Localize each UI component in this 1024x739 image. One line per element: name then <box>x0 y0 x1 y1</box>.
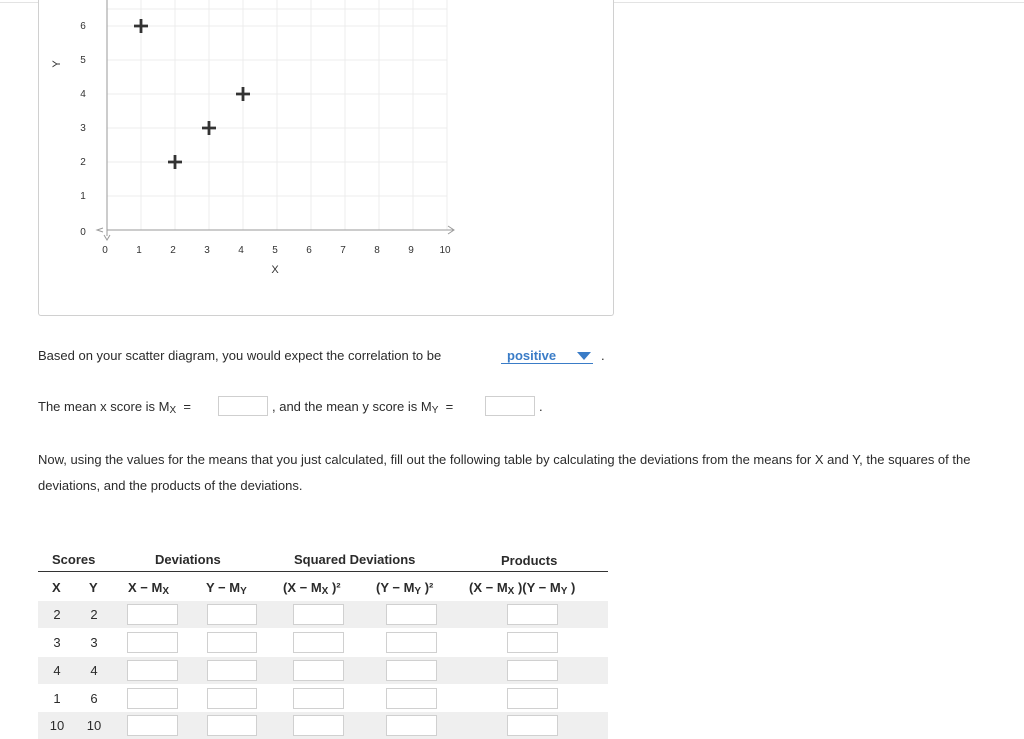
mean-x-label: The mean x score is $M_X$ = <box>38 399 191 416</box>
chevron-down-icon <box>577 352 591 360</box>
x-tick-label: 6 <box>306 245 312 256</box>
x-tick-label: 3 <box>204 245 210 256</box>
col-y-squared-header: ($Y - M_Y$ )² <box>376 580 434 597</box>
y-tick-label: 1 <box>80 191 86 202</box>
correlation-selected-value: positive <box>507 348 557 363</box>
x-deviation-input[interactable] <box>127 632 178 653</box>
y-squared-input[interactable] <box>386 688 437 709</box>
mean-period: . <box>539 399 543 414</box>
y-score-cell: 2 <box>90 607 98 622</box>
x-deviation-input[interactable] <box>127 715 178 736</box>
scatter-panel <box>38 0 614 316</box>
x-score-cell: 2 <box>53 607 61 622</box>
x-score-cell: 1 <box>53 691 61 706</box>
x-score-cell: 3 <box>53 635 61 650</box>
y-squared-input[interactable] <box>386 632 437 653</box>
deviations-header: Deviations <box>155 552 221 567</box>
col-products-header: ($X - M_X$ )($Y - M_Y$ ) <box>469 580 576 597</box>
y-score-cell: 4 <box>90 663 98 678</box>
table-instructions: Now, using the values for the means that you just calculated, fill out the following table by calculating the deviations from the means for X and Y, the squares of the deviations, and the products of the deviations. <box>38 452 971 493</box>
x-tick-label: 5 <box>272 245 278 256</box>
x-squared-input[interactable] <box>293 660 344 681</box>
y-squared-input[interactable] <box>386 660 437 681</box>
product-input[interactable] <box>507 632 558 653</box>
product-input[interactable] <box>507 715 558 736</box>
y-tick-label: 4 <box>80 89 86 100</box>
scatter-plot <box>39 0 613 314</box>
x-deviation-input[interactable] <box>127 604 178 625</box>
header-rule <box>38 571 608 572</box>
x-squared-input[interactable] <box>293 688 344 709</box>
y-score-cell: 10 <box>86 718 102 733</box>
y-deviation-input[interactable] <box>207 715 257 736</box>
y-deviation-input[interactable] <box>207 688 257 709</box>
y-deviation-input[interactable] <box>207 604 257 625</box>
x-score-cell: 10 <box>49 718 65 733</box>
y-score-cell: 3 <box>90 635 98 650</box>
mean-y-label: , and the mean y score is $M_Y$ = <box>272 399 454 416</box>
y-tick-label: 6 <box>80 21 86 32</box>
y-squared-input[interactable] <box>386 604 437 625</box>
products-header: Products <box>501 553 558 568</box>
col-y-deviation-header: $Y - M_Y$ <box>206 580 247 597</box>
mean-y-input[interactable] <box>485 396 535 416</box>
squared-deviations-header: Squared Deviations <box>294 552 416 567</box>
y-squared-input[interactable] <box>386 715 437 736</box>
x-tick-label: 7 <box>340 245 346 256</box>
scatter-point <box>236 87 250 101</box>
y-tick-label: 3 <box>80 123 86 134</box>
col-x-squared-header: ($X - M_X$ )² <box>283 580 341 597</box>
x-tick-label: 8 <box>374 245 380 256</box>
x-axis-left-arrow-icon <box>97 228 103 232</box>
scatter-point <box>134 19 148 33</box>
y-deviation-input[interactable] <box>207 660 257 681</box>
mean-x-input[interactable] <box>218 396 268 416</box>
x-squared-input[interactable] <box>293 632 344 653</box>
y-score-cell: 6 <box>90 691 98 706</box>
col-y-header: Y <box>89 580 98 595</box>
y-tick-label: 5 <box>80 55 86 66</box>
x-deviation-input[interactable] <box>127 688 178 709</box>
product-input[interactable] <box>507 604 558 625</box>
product-input[interactable] <box>507 688 558 709</box>
x-tick-label: 9 <box>408 245 414 256</box>
y-deviation-input[interactable] <box>207 632 257 653</box>
x-deviation-input[interactable] <box>127 660 178 681</box>
y-tick-label: 2 <box>80 157 86 168</box>
x-tick-label: 2 <box>170 245 176 256</box>
x-tick-label: 10 <box>439 245 451 256</box>
x-tick-label: 0 <box>102 245 108 256</box>
col-x-deviation-header: $X - M_X$ <box>128 580 169 597</box>
x-squared-input[interactable] <box>293 604 344 625</box>
scores-header: Scores <box>52 552 96 567</box>
x-score-cell: 4 <box>53 663 61 678</box>
x-tick-label: 1 <box>136 245 142 256</box>
scatter-point <box>202 121 216 135</box>
y-tick-label: 0 <box>80 227 86 238</box>
correlation-question: Based on your scatter diagram, you would expect the correlation to be <box>38 348 442 363</box>
correlation-period: . <box>601 348 605 363</box>
x-axis-title: X <box>271 264 279 276</box>
y-axis-title: Y <box>51 60 63 68</box>
x-squared-input[interactable] <box>293 715 344 736</box>
correlation-dropdown[interactable] <box>501 345 593 364</box>
x-tick-label: 4 <box>238 245 244 256</box>
col-x-header: X <box>52 580 61 595</box>
scatter-point <box>168 155 182 169</box>
product-input[interactable] <box>507 660 558 681</box>
